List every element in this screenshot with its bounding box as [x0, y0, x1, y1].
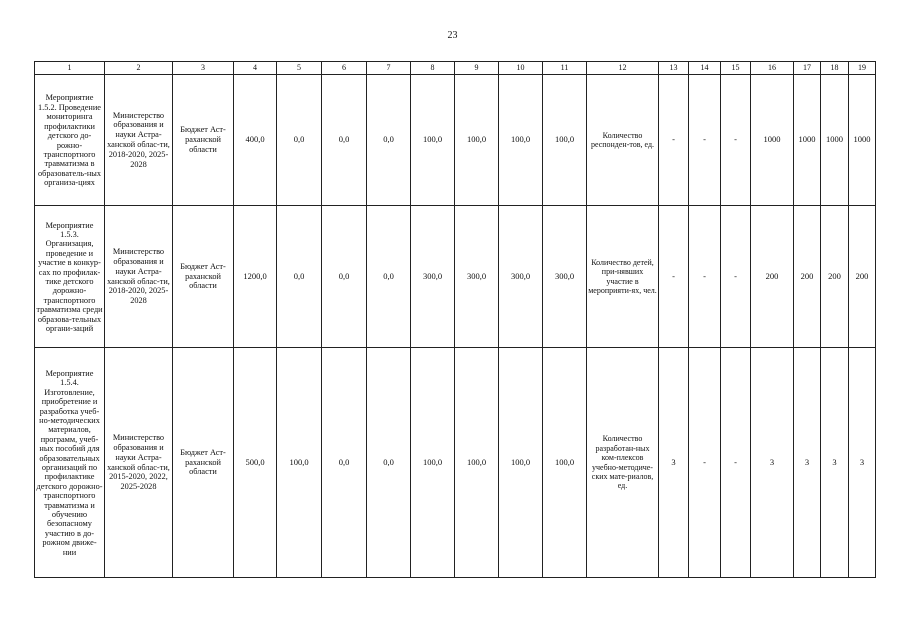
header-cell: 19 [849, 62, 876, 75]
indicator-value-cell: - [689, 348, 721, 578]
indicator-value-cell: 200 [849, 206, 876, 348]
funding-source-cell: Бюджет Аст-раханской области [173, 75, 234, 206]
amount-cell: 0,0 [322, 206, 367, 348]
amount-cell: 100,0 [411, 75, 455, 206]
total-amount-cell: 500,0 [234, 348, 277, 578]
amount-cell: 100,0 [499, 75, 543, 206]
amount-cell: 0,0 [277, 75, 322, 206]
header-cell: 10 [499, 62, 543, 75]
table-row [35, 206, 876, 348]
indicator-value-cell: 200 [821, 206, 849, 348]
amount-cell: 0,0 [277, 206, 322, 348]
total-amount-cell: 400,0 [234, 75, 277, 206]
amount-cell: 100,0 [543, 348, 587, 578]
measure-name-cell: Мероприятие 1.5.3. Организация, проведение и участие в конкур-сах по профилак-тике детского дорожно-транспортного травматизма среди образова-тельных органи-заций [35, 206, 105, 348]
table-row [35, 75, 876, 206]
total-amount-cell: 1200,0 [234, 206, 277, 348]
amount-cell: 100,0 [411, 348, 455, 578]
header-cell: 14 [689, 62, 721, 75]
header-cell: 18 [821, 62, 849, 75]
measure-name-cell: Мероприятие 1.5.4. Изготовление, приобретение и разработка учеб-но-методических материалов, программ, учеб-ных пособий для образовательных организаций по профилактике детского дорожно-транспортного травматизма и обучению безопасному участию в до-рожном движе-нии [35, 348, 105, 578]
indicator-value-cell: - [721, 75, 751, 206]
header-cell: 2 [105, 62, 173, 75]
header-cell: 16 [751, 62, 794, 75]
executor-cell: Министерство образования и науки Астра-ханской облас-ти, 2018-2020, 2025-2028 [105, 206, 173, 348]
amount-cell: 0,0 [322, 348, 367, 578]
indicator-value-cell: 1000 [821, 75, 849, 206]
indicator-value-cell: 3 [659, 348, 689, 578]
amount-cell: 300,0 [411, 206, 455, 348]
header-cell: 5 [277, 62, 322, 75]
indicator-value-cell: - [721, 348, 751, 578]
amount-cell: 0,0 [367, 75, 411, 206]
amount-cell: 100,0 [277, 348, 322, 578]
indicator-value-cell: - [689, 75, 721, 206]
amount-cell: 300,0 [499, 206, 543, 348]
amount-cell: 0,0 [367, 206, 411, 348]
measures-table [34, 61, 876, 578]
header-cell: 4 [234, 62, 277, 75]
header-row [35, 62, 876, 75]
indicator-value-cell: 1000 [849, 75, 876, 206]
page-number: 23 [447, 30, 458, 41]
amount-cell: 300,0 [543, 206, 587, 348]
indicator-value-cell: 200 [794, 206, 821, 348]
indicator-cell: Количество детей, при-нявших участие в мероприяти-ях, чел. [587, 206, 659, 348]
header-cell: 15 [721, 62, 751, 75]
executor-cell: Министерство образования и науки Астра-ханской облас-ти, 2015-2020, 2022, 2025-2028 [105, 348, 173, 578]
funding-source-cell: Бюджет Аст-раханской области [173, 348, 234, 578]
header-cell: 3 [173, 62, 234, 75]
indicator-value-cell: - [721, 206, 751, 348]
header-cell: 17 [794, 62, 821, 75]
amount-cell: 100,0 [499, 348, 543, 578]
indicator-cell: Количество респонден-тов, ед. [587, 75, 659, 206]
header-cell: 12 [587, 62, 659, 75]
indicator-value-cell: 3 [849, 348, 876, 578]
header-cell: 13 [659, 62, 689, 75]
header-cell: 8 [411, 62, 455, 75]
header-cell: 11 [543, 62, 587, 75]
header-cell: 1 [35, 62, 105, 75]
measure-name-cell: Мероприятие 1.5.2. Проведение мониторинга профилактики детского до-рожно-транспортного травматизма в образователь-ных организа-циях [35, 75, 105, 206]
indicator-value-cell: - [659, 75, 689, 206]
header-cell: 9 [455, 62, 499, 75]
amount-cell: 100,0 [455, 75, 499, 206]
funding-source-cell: Бюджет Аст-раханской области [173, 206, 234, 348]
indicator-value-cell: 200 [751, 206, 794, 348]
amount-cell: 0,0 [322, 75, 367, 206]
table-row [35, 348, 876, 578]
amount-cell: 0,0 [367, 348, 411, 578]
indicator-value-cell: 1000 [751, 75, 794, 206]
header-cell: 7 [367, 62, 411, 75]
indicator-cell: Количество разработан-ных ком-плексов учебно-методиче-ских мате-риалов, ед. [587, 348, 659, 578]
amount-cell: 300,0 [455, 206, 499, 348]
indicator-value-cell: 3 [751, 348, 794, 578]
header-cell: 6 [322, 62, 367, 75]
executor-cell: Министерство образования и науки Астра-ханской облас-ти, 2018-2020, 2025-2028 [105, 75, 173, 206]
indicator-value-cell: - [689, 206, 721, 348]
indicator-value-cell: - [659, 206, 689, 348]
indicator-value-cell: 1000 [794, 75, 821, 206]
indicator-value-cell: 3 [821, 348, 849, 578]
amount-cell: 100,0 [455, 348, 499, 578]
amount-cell: 100,0 [543, 75, 587, 206]
indicator-value-cell: 3 [794, 348, 821, 578]
